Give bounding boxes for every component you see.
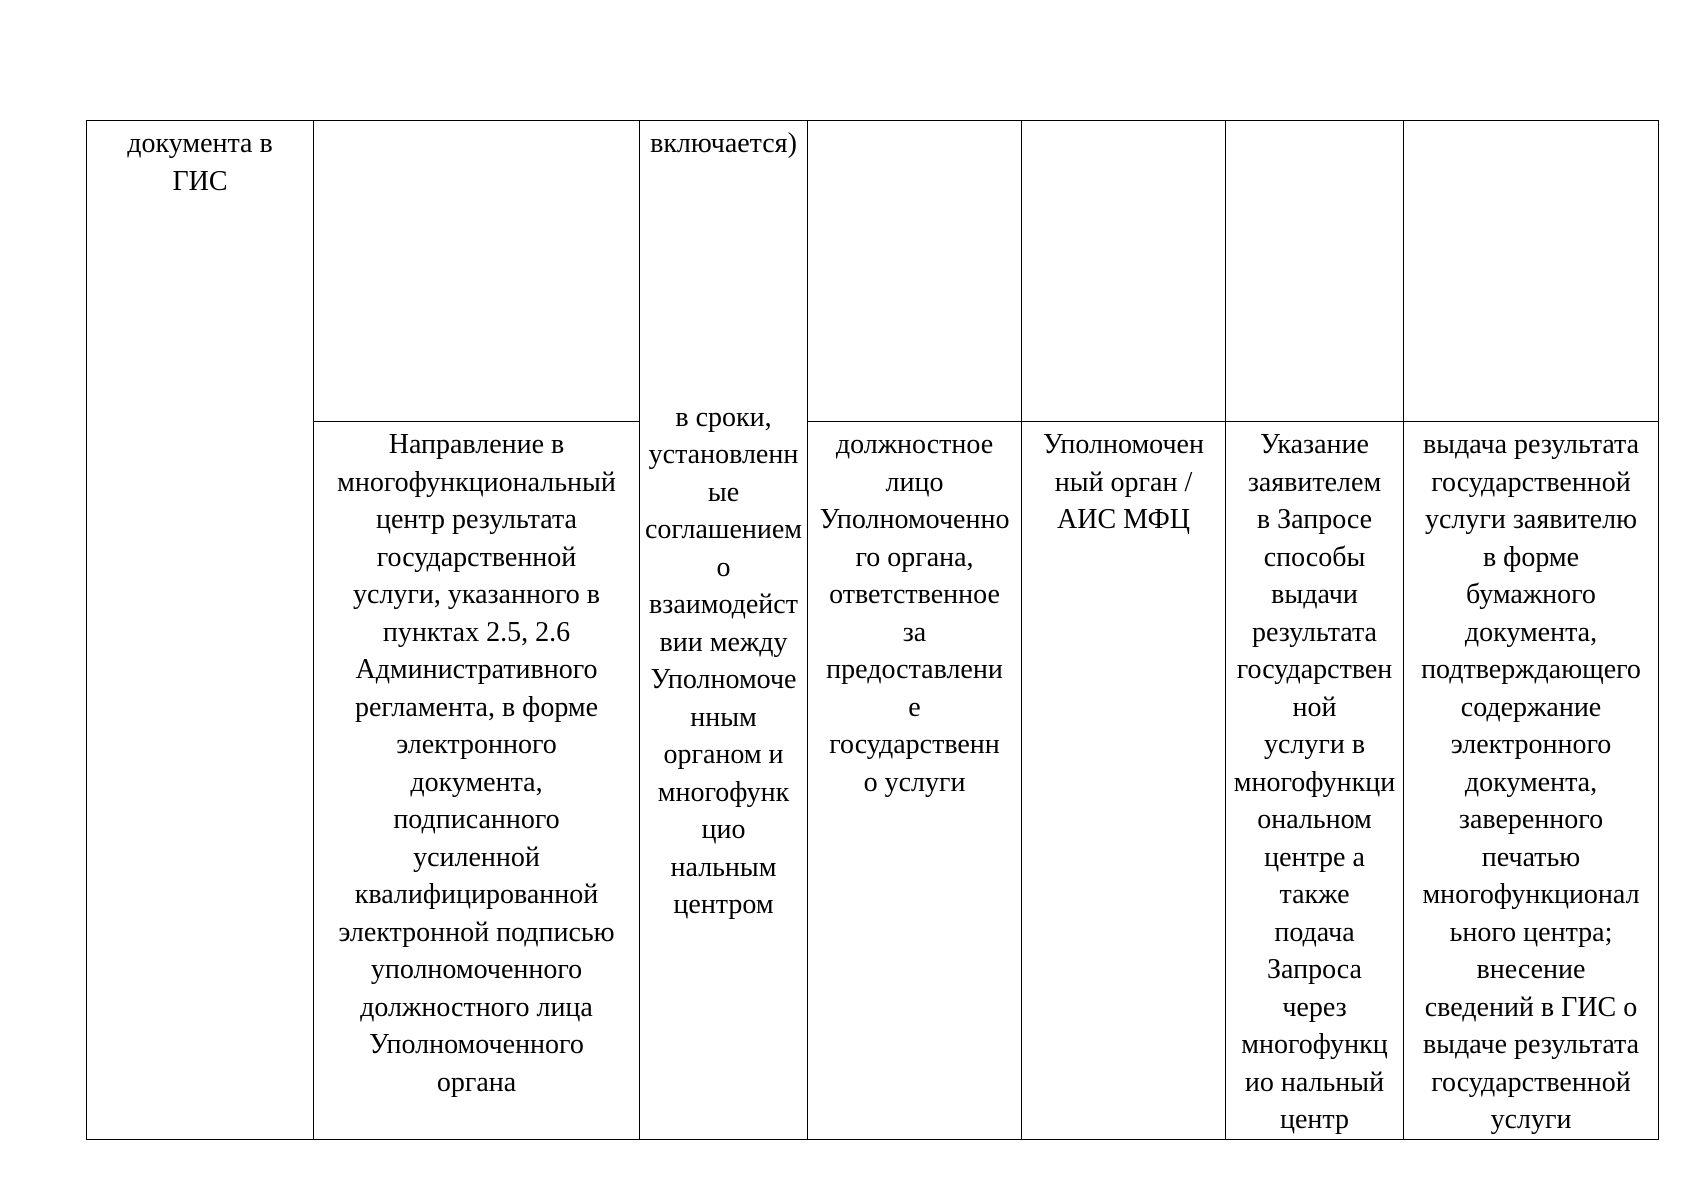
cell-text: Указание заявителем в Запросе способы выдачи результата государствен ной услуги в многофункци ональном центре а также подача Запроса через многофункц ио нальный центр	[1233, 429, 1396, 1135]
cell-text-continuation: включается)	[650, 128, 797, 159]
cell-document-in-gis	[87, 121, 314, 1140]
cell-deadline	[640, 121, 808, 1140]
cell-system	[1022, 422, 1226, 1140]
cell-criteria	[1226, 422, 1404, 1140]
table-row	[87, 422, 1659, 1140]
cell-empty	[1404, 121, 1659, 422]
procedure-table	[86, 120, 1659, 1140]
cell-empty	[1226, 121, 1404, 422]
cell-result	[1404, 422, 1659, 1140]
cell-empty	[1022, 121, 1226, 422]
cell-text: Направление в многофункциональный центр результата государственной услуги, указанного в пунктах 2.5, 2.6 Административного регламента, в форме электронного документа, подписанного усиленной квалифицированной электронной подписью уполномоченного должностного лица Уполномоченного органа	[337, 429, 616, 1098]
cell-text-deadline: в сроки, установленн ые соглашением о взаимодейст вии между Уполномоче нным органом и многофунк цио нальным центром	[645, 401, 802, 920]
cell-text: должностное лицо Уполномоченно го органа, ответственное за предоставлени е государственн о услуги	[819, 429, 1010, 798]
table-row	[87, 121, 1659, 422]
cell-action	[314, 422, 640, 1140]
cell-responsible-official	[808, 422, 1022, 1140]
cell-text: документа в ГИС	[127, 128, 273, 197]
cell-text: выдача результата государственной услуги заявителю в форме бумажного документа, подтверждающего содержание электронного документа, заверенного печатью многофункционал ьного центра; внесение сведений в ГИС о выдаче результата государственной услуги	[1421, 429, 1641, 1135]
cell-text: Уполномочен ный орган / АИС МФЦ	[1043, 429, 1204, 535]
cell-empty	[808, 121, 1022, 422]
cell-empty	[314, 121, 640, 422]
